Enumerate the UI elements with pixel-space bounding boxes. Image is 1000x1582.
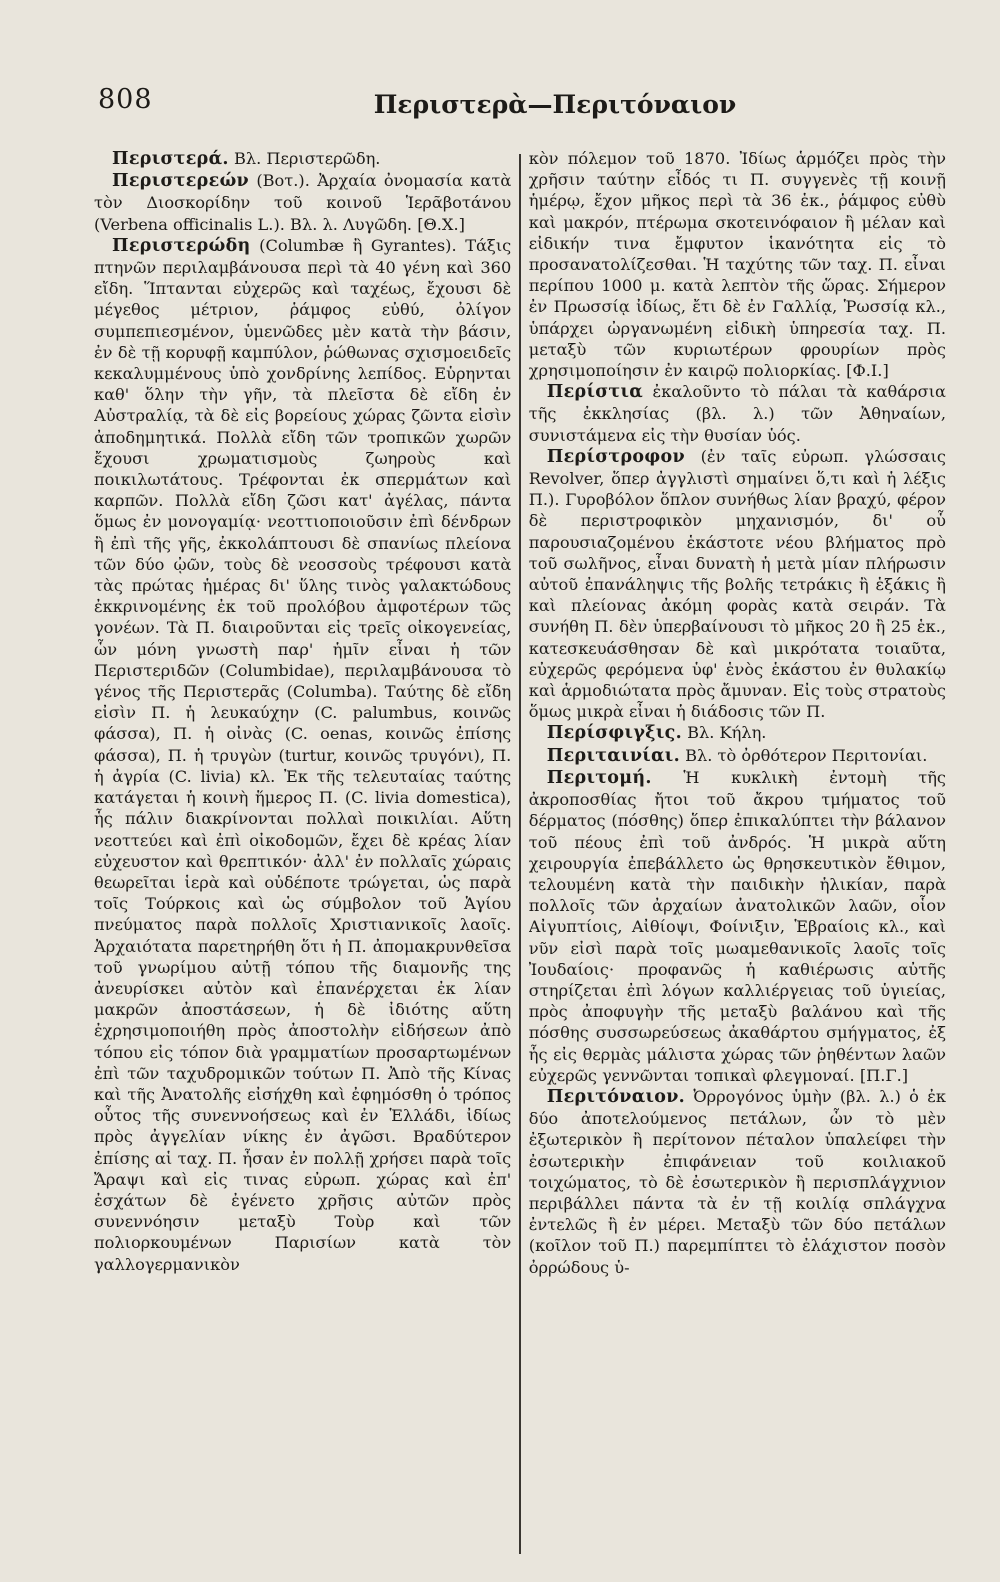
entry-text: (Columbæ ἢ Gyrantes). Τάξις πτηνῶν περιλαμβάνουσα περὶ τὰ 40 γένη καὶ 360 εἴδη. Ἵπτανται εὐχερῶς καὶ ταχέως, ἔχουσι δὲ μέγεθος μέτριον, ῥάμφος εὐθύ, ὀλίγον συμπεπιεσμένον, ὑμενῶδες μὲν κατὰ τὴν βάσιν, ἐν δὲ τῇ κορυφῇ καμπύλον, ῥώθωνας σχισμοειδεῖς κεκαλυμμένους ὑπὸ χονδρίνης λεπίδος. Εὑρηνται καθ' ὅλην τὴν γῆν, τὰ πλεῖστα δὲ εἴδη ἐν Αὐστραλίᾳ, τὰ δὲ εἰς βορείους χώρας ζῶντα εἰσὶν ἀποδημητικά. Πολλὰ εἴδη τῶν τροπικῶν χωρῶν ἔχουσι χρωματισμοὺς ζωηροὺς καὶ ποικιλωτάτους. Τρέφονται ἐκ σπερμάτων καὶ καρπῶν. Πολλὰ εἴδη ζῶσι κατ' ἀγέλας, πάντα ὅμως ἐν μονογαμίᾳ· νεοττιοποιοῦσιν ἐπὶ δένδρων ἢ ἐπὶ τῆς γῆς, ἐκκολάπτουσι δὲ σπανίως πλείονα τῶν δύο ᾠῶν, τοὺς δὲ νεοσσοὺς τρέφουσι κατὰ τὰς πρώτας ἡμέρας δι' ὕλης τινὸς γαλακτώδους ἐκκρινομένης ἐκ τοῦ προλόβου ἀμφοτέρων τῶς γονέων. Τὰ Π. διαιροῦνται εἰς τρεῖς οἰκογενείας, ὧν μόνη γνωστὴ παρ' ἡμῖν εἶναι ἡ τῶν Περιστεριδῶν (Columbidae), περιλαμβάνουσα τὸ γένος τῆς Περιστερᾶς (Columba). Ταύτης δὲ εἴδη εἰσὶν Π. ἡ λευκαύχην (C. palumbus, κοινῶς φάσσα), Π. ἡ οἰνὰς (C. oenas, κοινῶς ἐπίσης φάσσα), Π. ἡ τρυγὼν (turtur, κοινῶς τρυγόνι), Π. ἡ ἀγρία (C. livia) κλ. Ἐκ τῆς τελευταίας ταύτης κατάγεται ἡ κοινὴ ἥμερος Π. (C. livia domestica), ἧς πάλιν διακρίνονται πολλαὶ ποικιλίαι. Αὕτη νεοττεύει καὶ ἐπὶ οἰκοδομῶν, ἔχει δὲ κρέας λίαν εὐχευστον καὶ θρεπτικόν· ἀλλ' ἐν πολλαῖς χώραις θεωρεῖται ἱερὰ καὶ οὐδέποτε τρώγεται, ὡς παρὰ τοῖς Τούρκοις καὶ ὡς σύμβολον τοῦ Ἁγίου πνεύματος παρὰ πολλοῖς Χριστιανικοῖς λαοῖς. Ἀρχαιότατα παρετηρήθη ὅτι ἡ Π. ἀπομακρυνθεῖσα τοῦ γνωρίμου αὐτῇ τόπου τῆς διαμονῆς της ἀνευρίσκει αὐτὸν καὶ ἐπανέρχεται ἐκ λίαν μακρῶν ἀποστάσεων, ἡ δὲ ἰδιότης αὕτη ἐχρησιμοποιήθη πρὸς ἀποστολὴν εἰδήσεων ἀπὸ τόπου εἰς τόπον διὰ γραμματίων προσαρτωμένων ἐπὶ τῶν ταχυδρομικῶν τούτων Π. Ἀπὸ τῆς Κίνας καὶ τῆς Ἀνατολῆς εἰσήχθη καὶ ἐφημόσθη ὁ τρόπος οὗτος τῆς συνεννοήσεως καὶ ἐν Ἑλλάδι, ἰδίως πρὸς ἀγγελίαν νίκης ἐν ἀγῶσι. Βραδύτερον ἐπίσης αἱ ταχ. Π. ἦσαν ἐν πολλῇ χρήσει παρὰ τοῖς Ἄραψι καὶ εἰς τινας εὐρωπ. χώρας καὶ ἐπ' ἐσχάτων δὲ ἐγένετο χρῆσις αὐτῶν πρὸς συνεννόησιν μεταξὺ Τοὺρ καὶ τῶν πολιορκουμένων Παρισίων κατὰ τὸν γαλλογερμανικὸν [94,235,512,1274]
entry-headword: Περιταινίαι. [546,745,680,766]
entry-text: ἐκαλοῦντο τὸ πάλαι τὰ καθάρσια τῆς ἐκκλησίας (βλ. λ.) τῶν Ἀθηναίων, συνιστάμενα εἰς τὴν θυσίαν ὑός. [528,382,946,445]
page-number: 808 [98,84,153,115]
right-column [529,148,946,1558]
dictionary-entry [529,722,946,744]
entry-headword: Περιστερώδη [112,235,251,256]
entry-text: Ἡ κυκλικὴ ἐντομὴ τῆς ἀκροποσθίας ἤτοι τοῦ ἄκρου τμήματος τοῦ δέρματος (πόσθης) ὅπερ ἐπικαλύπτει τὴν βάλανον τοῦ πέους ἐπὶ τοῦ ἀνδρός. Ἡ μικρὰ αὕτη χειρουργία ἐπεβάλλετο ὡς θρησκευτικὸν ἔθιμον, τελουμένη κατὰ τὴν παιδικὴν ἡλικίαν, παρὰ πολλοῖς τῶν ἀρχαίων ἀνατολικῶν λαῶν, οἷον Αἰγυπτίοις, Αἰθίοψι, Φοίνιξιν, Ἑβραίοις κλ., καὶ νῦν εἰσὶ παρὰ τοῖς μωαμεθανικοῖς λαοῖς τοῖς Ἰουδαίοις· προφανῶς ἡ καθιέρωσις αὐτῆς στηρίζεται ἐπὶ λόγων καλλιέργειας τοῦ ὑγιείας, πρὸς ἀποφυγὴν τῆς μεταξὺ βαλάνου καὶ τῆς πόσθης συσσωρεύσεως ἀκαθάρτου σμήγματος, ἐξ ἧς εἰς θερμὰς μάλιστα χώρας τῶν ῥηθέντων λαῶν εὐχερῶς γεννῶνται τοπικαὶ φλεγμοναί. [Π.Γ.] [528,767,946,1085]
entry-text: Βλ. Κήλη. [681,723,767,743]
dictionary-entry [94,148,511,170]
entry-text: Ὀρρογόνος ὑμὴν (βλ. λ.) ὁ ἐκ δύο ἀποτελούμενος πετάλων, ὧν τὸ μὲν ἐξωτερικὸν ἢ περίτονον πέταλον ὑπαλείφει τὴν ἐσωτερικὴν ἐπιφάνειαν τοῦ κοιλιακοῦ τοιχώματος, τὸ δὲ ἐσωτερικὸν ἢ περισπλάγχνιον περιβάλλει πάντα τὰ ἐν τῇ κοιλίᾳ σπλάγχνα ἐντελῶς ἢ ἐν μέρει. Μεταξὺ τῶν δύο πετάλων (κοῖλον τοῦ Π.) παρεμπίπτει τὸ ἐλάχιστον ποσὸν ὀρρώδους ὑ- [528,1086,946,1277]
dictionary-entry [529,1086,946,1278]
dictionary-entry [529,767,946,1086]
dictionary-entry [94,170,511,235]
dictionary-entry [529,381,946,446]
entry-text: (Βοτ.). Ἀρχαία ὀνομασία κατὰ τὸν Διοσκορίδην τοῦ κοινοῦ Ἱερᾶβοτάνου (Verbena officinalis L.). Βλ. λ. Λυγῶδη. [Θ.Χ.] [94,171,512,234]
entry-headword: Περιστερεών [112,171,249,192]
column-divider [519,154,521,1554]
text-columns [94,148,946,1558]
entry-text: Βλ. Περιστερῶδη. [228,149,381,168]
dictionary-entry [529,446,946,723]
entry-headword: Περιτόναιον. [546,1086,686,1107]
dictionary-entry [94,235,511,1275]
dictionary-entry [529,745,946,767]
entry-headword: Περιστερά. [112,149,229,169]
entry-text: κὸν πόλεμον τοῦ 1870. Ἰδίως ἁρμόζει πρὸς τὴν χρῆσιν ταύτην εἶδός τι Π. συγγενὲς τῇ κοινῇ ἡμέρῳ, ἔχον μῆκος περὶ τὰ 36 ἑκ., ῥάμφος εὐθὺ καὶ μακρόν, πτέρωμα σκοτεινόφαιον ἢ μέλαν καὶ εἰδικήν τινα ἔμφυτον ἱκανότητα εἰς τὸ προσανατολίζεσθαι. Ἡ ταχύτης τῶν ταχ. Π. εἶναι περίπου 1000 μ. κατὰ λεπτὸν τῆς ὥρας. Σήμερον ἐν Πρωσσίᾳ ἰδίως, ἔτι δὲ ἐν Γαλλίᾳ, Ῥωσσίᾳ κλ., ὑπάρχει ὠργανωμένη εἰδικὴ ὑπηρεσία ταχ. Π. μεταξὺ τῶν κυριωτέρων φρουρίων πρὸς χρησιμοποίησιν ἐν καιρῷ πολιορκίας. [Φ.Ι.] [528,149,946,381]
running-head: Περιστερὰ—Περιτόναιον [373,90,737,119]
entry-headword: Περίστροφον [546,446,685,467]
entry-headword: Περίσφιγξις. [546,723,682,744]
entry-text: Βλ. τὸ ὀρθότερον Περιτονίαι. [679,745,928,765]
entry-headword: Περίστια [546,382,644,403]
dictionary-entry [529,148,946,381]
left-column [94,148,511,1558]
entry-text: (ἐν ταῖς εὐρωπ. γλώσσαις Revolver, ὅπερ ἀγγλιστὶ σημαίνει ὅ,τι καὶ ἡ λέξις Π.). Γυροβόλον ὅπλον συνήθως λίαν βραχύ, φέρον δὲ περιστροφικὸν μηχανισμόν, δι' οὗ παρουσιαζομένου ἑκάστοτε νέου βλήματος πρὸ τοῦ σωλῆνος, εἶναι δυνατὴ ἡ μετὰ μίαν πλήρωσιν αὐτοῦ ἐπανάληψις τῆς βολῆς τετράκις ἢ ἑξάκις ἢ καὶ πλείονας ἀκόμη φορὰς κατὰ σειράν. Τὰ συνήθη Π. δὲν ὑπερβαίνουσι τὸ μῆκος 20 ἢ 25 ἑκ., κατεσκευάσθησαν δὲ καὶ μικρότατα τοιαῦτα, εὐχερῶς φερόμενα ὑφ' ἑνὸς ἑκάστου ἐν θυλακίῳ καὶ ἁρμοδιώτατα πρὸς ἄμυναν. Εἰς τοὺς στρατοὺς ὅμως μικρὰ εἶναι ἡ διάδοσις τῶν Π. [528,446,946,722]
entry-headword: Περιτομή. [546,767,652,788]
